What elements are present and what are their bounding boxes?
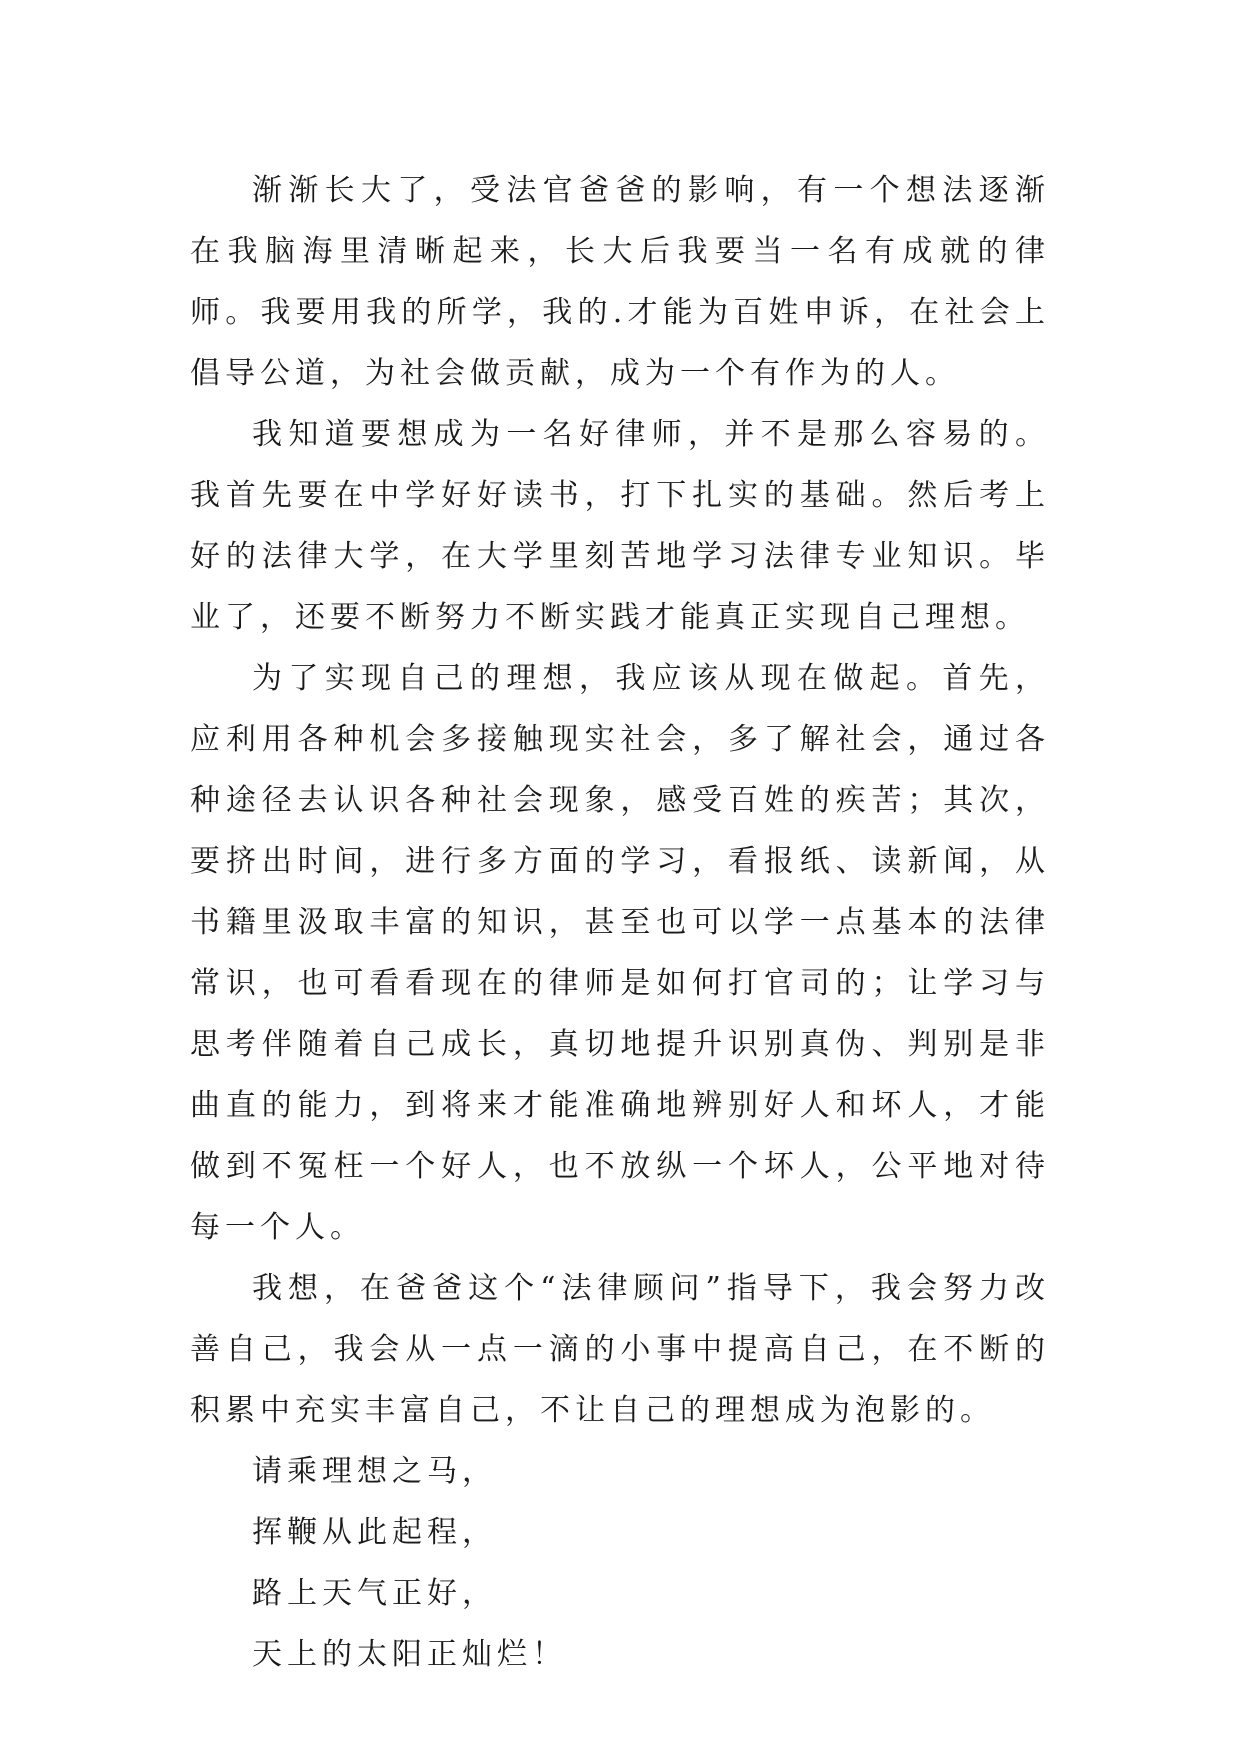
verse-line-1: 请乘理想之马， xyxy=(252,1454,497,1489)
paragraph-3: 为了实现自己的理想，我应该从现在做起。首先，应利用各种机会多接触现实社会，多了解社会，通过各种途径去认识各种社会现象，感受百姓的疾苦；其次，要挤出时间，进行多方面的学习，看报纸、读新闻，从书籍里汲取丰富的知识，甚至也可以学一点基本的法律常识，也可看看现在的律师是如何打官司的；让学习与思考伴随着自己成长，真切地提升识别真伪、判别是非曲直的能力，到将来才能准确地辨别好人和坏人，才能做到不冤枉一个好人，也不放纵一个坏人，公平地对待每一个人。 xyxy=(190,661,1050,1245)
paragraph-1: 渐渐长大了，受法官爸爸的影响，有一个想法逐渐在我脑海里清晰起来，长大后我要当一名有成就的律师。我要用我的所学，我的.才能为百姓申诉，在社会上倡导公道，为社会做贡献，成为一个有作为的人。 xyxy=(190,173,1050,391)
verse-line-3: 路上天气正好， xyxy=(252,1576,497,1611)
verse-line-2: 挥鞭从此起程， xyxy=(252,1515,497,1550)
verse-line-4: 天上的太阳正灿烂！ xyxy=(252,1637,567,1672)
paragraph-4: 我想，在爸爸这个“法律顾问”指导下，我会努力改善自己，我会从一点一滴的小事中提高自己，在不断的积累中充实丰富自己，不让自己的理想成为泡影的。 xyxy=(190,1271,1050,1428)
paragraph-2: 我知道要想成为一名好律师，并不是那么容易的。我首先要在中学好好读书，打下扎实的基础。然后考上好的法律大学，在大学里刻苦地学习法律专业知识。毕业了，还要不断努力不断实践才能真正实现自己理想。 xyxy=(190,417,1050,635)
document-body xyxy=(190,160,1050,1685)
